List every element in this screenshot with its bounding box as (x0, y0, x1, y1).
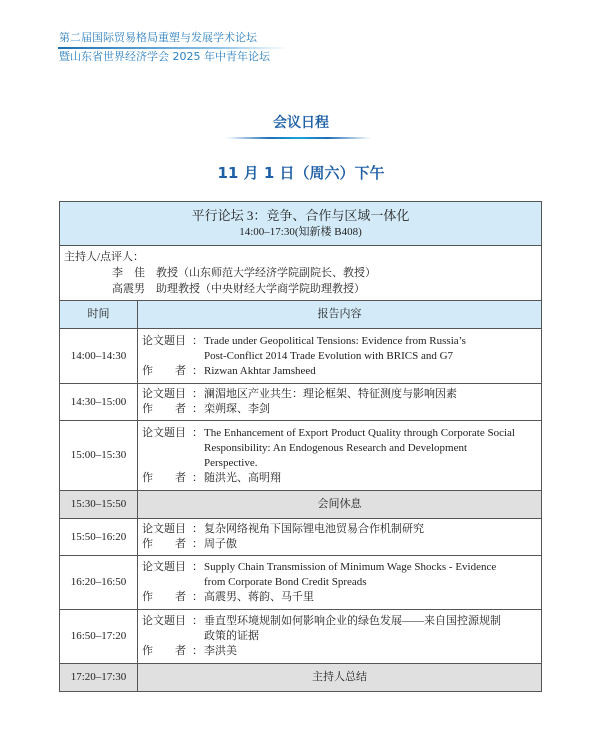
time-cell: 16:20–16:50 (60, 556, 138, 610)
author: 李洪美 (204, 645, 237, 657)
paper-title: 垂直型环境规制如何影响企业的绿色发展——来自国控源规制 (204, 615, 501, 627)
content-cell (138, 610, 542, 664)
content-cell (138, 384, 542, 421)
colon: ： (192, 523, 203, 535)
header-line1: 第二届国际贸易格局重塑与发展学术论坛 (59, 31, 257, 44)
paper-title-line (142, 441, 537, 456)
host-name: 李 佳 (112, 267, 145, 279)
author: 周子傲 (204, 538, 237, 550)
break-cell: 主持人总结 (138, 664, 542, 692)
host-desc: 教授（山东师范大学经济学院副院长、教授） (156, 267, 376, 279)
table-row (60, 556, 542, 610)
paper-title-label: 论文题目 (142, 426, 186, 439)
paper-title-line (142, 426, 537, 441)
date-heading: 11 月 1 日（周六）下午 (217, 164, 385, 182)
section-title: 会议日程 (273, 115, 329, 131)
paper-title-line (142, 387, 537, 402)
author-label: 作 者 (142, 403, 186, 415)
paper-title-line (142, 560, 537, 575)
author-line (142, 471, 537, 486)
colon: ： (192, 538, 203, 550)
hosts-cell (60, 246, 542, 301)
author-label: 作 者 (142, 538, 186, 550)
time-cell: 15:00–15:30 (60, 421, 138, 491)
host-name: 高震男 (112, 283, 145, 295)
paper-title-line (142, 334, 537, 349)
time-cell: 14:30–15:00 (60, 384, 138, 421)
content-cell (138, 329, 542, 384)
paper-title: Post-Conflict 2014 Trade Evolution with BRICS and G7 (204, 349, 454, 362)
paper-title: 复杂网络视角下国际锂电池贸易合作机制研究 (204, 523, 424, 535)
content-cell (138, 519, 542, 556)
author-label: 作 者 (142, 645, 186, 657)
paper-title-label: 论文题目 (142, 561, 186, 573)
header-line2: 暨山东省世界经济学会 2025 年中青年论坛 (59, 50, 270, 63)
author-label: 作 者 (142, 591, 186, 603)
paper-title: Perspective. (204, 456, 258, 469)
author-line (142, 644, 537, 659)
colon: ： (192, 615, 203, 627)
paper-title-label: 论文题目 (142, 523, 186, 535)
colon: ： (192, 334, 203, 347)
author: 栾朔琛、李剑 (204, 403, 270, 415)
hosts-label: 主持人/点评人： (64, 251, 145, 263)
colon: ： (192, 426, 203, 439)
paper-title-line (142, 614, 537, 629)
author-line (142, 364, 537, 379)
time-cell: 15:30–15:50 (60, 491, 138, 519)
break-row (60, 664, 542, 692)
break-row (60, 491, 542, 519)
table-row (60, 329, 542, 384)
paper-title-line (142, 629, 537, 644)
column-header-content: 报告内容 (138, 301, 542, 329)
paper-title-label: 论文题目 (142, 615, 186, 627)
paper-title-line (142, 456, 537, 471)
author-line (142, 590, 537, 605)
paper-title: from Corporate Bond Credit Spreads (204, 576, 367, 588)
host-2 (64, 281, 537, 297)
author-label: 作 者 (142, 364, 186, 377)
forum-title: 平行论坛 3：竞争、合作与区域一体化 (191, 208, 410, 223)
author-label: 作 者 (142, 471, 186, 484)
title-divider (226, 137, 371, 139)
author: 高震男、蒋韵、马千里 (204, 591, 314, 603)
author-line (142, 402, 537, 417)
table-row (60, 610, 542, 664)
author-line (142, 537, 537, 552)
content-cell (138, 421, 542, 491)
colon: ： (192, 645, 203, 657)
paper-title: The Enhancement of Export Product Quality through Corporate Social (204, 426, 515, 439)
time-cell: 14:00–14:30 (60, 329, 138, 384)
column-header-time: 时间 (60, 301, 138, 329)
paper-title-label: 论文题目 (142, 334, 186, 347)
paper-title: 澜湄地区产业共生：理论框架、特征测度与影响因素 (204, 388, 457, 400)
content-cell (138, 556, 542, 610)
time-cell: 16:50–17:20 (60, 610, 138, 664)
table-row (60, 384, 542, 421)
host-1 (64, 265, 537, 281)
author: Rizwan Akhtar Jamsheed (204, 364, 316, 377)
paper-title-line (142, 349, 537, 364)
colon: ： (192, 403, 203, 415)
forum-time-place: 14:00–17:30(知新楼 B408) (239, 226, 362, 238)
paper-title: Trade under Geopolitical Tensions: Evidence from Russia’s (204, 334, 466, 347)
header-divider (58, 47, 288, 49)
forum-header (60, 202, 542, 246)
host-desc: 助理教授（中央财经大学商学院助理教授） (156, 283, 365, 295)
colon: ： (192, 561, 203, 573)
break-cell: 会间休息 (138, 491, 542, 519)
colon: ： (192, 388, 203, 400)
author: 随洪光、高明翔 (204, 471, 281, 484)
time-cell: 17:20–17:30 (60, 664, 138, 692)
paper-title: Supply Chain Transmission of Minimum Wage Shocks - Evidence (204, 561, 497, 573)
paper-title: 政策的证据 (204, 630, 259, 642)
paper-title-label: 论文题目 (142, 388, 186, 400)
table-row (60, 421, 542, 491)
table-row (60, 519, 542, 556)
paper-title-line (142, 575, 537, 590)
colon: ： (192, 364, 203, 377)
time-cell: 15:50–16:20 (60, 519, 138, 556)
paper-title-line (142, 522, 537, 537)
colon: ： (192, 471, 203, 484)
colon: ： (192, 591, 203, 603)
schedule-table (59, 201, 542, 692)
paper-title: Responsibility: An Endogenous Research and Development (204, 441, 468, 454)
